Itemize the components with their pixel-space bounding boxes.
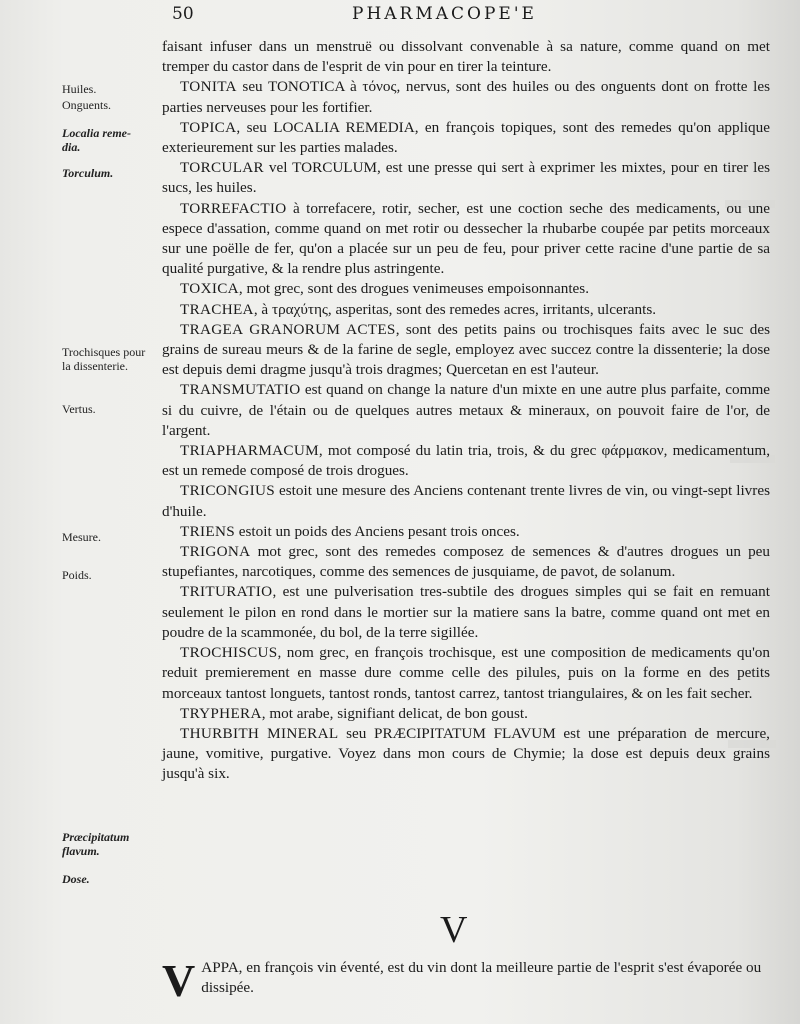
margin-note-mesure: Mesure. (62, 530, 101, 544)
entry-triapharmacum: TRIAPHARMACUM, mot composé du latin tria, trois, & du grec φάρμακον, medicamentum, est un remede composé de trois drogues. (162, 442, 770, 480)
margin-note-precipitatum: Præcipitatum flavum. (62, 830, 130, 858)
margin-note-trochisques: Trochisques pour la dissenterie. (62, 345, 146, 373)
entry-trochiscus: TROCHISCUS, nom grec, en françois trochisque, est une composition de medicaments qu'on reduit premierement en masse dure comme celle des pilules, puis on la forme en des petits morceaux tantost longuets, tantost ronds, tantost carrez, tantost triangulaires, & on les fait secher. (162, 644, 770, 702)
vappa-text: APPA, en françois vin éventé, est du vin dont la meilleure partie de l'esprit s'est évaporée ou dissipée. (201, 959, 762, 996)
margin-note-onguents: Onguents. (62, 98, 111, 112)
entry-toxica: TOXICA, mot grec, sont des drogues venimeuses empoisonnantes. (180, 280, 589, 298)
page-number: 50 (172, 4, 194, 24)
entry-vappa (162, 955, 774, 1006)
entry-tricongius: TRICONGIUS estoit une mesure des Anciens contenant trente livres de vin, ou vingt-sept livres d'huile. (162, 482, 770, 520)
entry-trituratio: TRITURATIO, est une pulverisation tres-subtile des drogues simples qui se fait en remuant seulement le pilon en rond dans le mortier sur la matiere sans la batre, comme quand ont met en poudre de la scammonée, du bol, de la terre sigillée. (162, 583, 770, 641)
page-header (0, 2, 800, 26)
margin-note-dose: Dose. (62, 872, 90, 886)
entry-continuation: faisant infuser dans un menstruë ou dissolvant convenable à sa nature, comme quand on met tremper du castor dans de l'esprit de vin pour en tirer la teinture. (162, 38, 770, 76)
entry-tryphera: TRYPHERA, mot arabe, signifiant delicat, de bon goust. (180, 704, 528, 722)
margin-note-vertus: Vertus. (62, 402, 96, 416)
margin-note-huiles: Huiles. (62, 82, 97, 96)
margin-note-poids: Poids. (62, 568, 92, 582)
margin-note-torculum: Torculum. (62, 166, 114, 180)
entry-trachea: TRACHEA, à τραχύτης, asperitas, sont des remedes acres, irritants, ulcerants. (180, 300, 657, 318)
entry-topica: TOPICA, seu LOCALIA REMEDIA, en françois topiques, sont des remedes qu'on applique exterieurement sur les parties malades. (162, 118, 770, 157)
drop-cap: V (162, 955, 196, 1006)
entry-triens: TRIENS estoit un poids des Anciens pesant trois onces. (180, 522, 520, 540)
entry-torrefactio: TORREFACTIO à torrefacere, rotir, secher, est une coction seche des medicaments, ou une espece d'assation, comme quand on met rotir ou dessecher la rhubarbe coupée par petits morceaux sur une poëlle de fer, qu'on a placée sur un peu de feu, pour priver cette racine d'une partie de sa qualité purgative, & la rendre plus astringente. (162, 199, 770, 278)
entry-thurbith: THURBITH MINERAL seu PRÆCIPITATUM FLAVUM est une préparation de mercure, jaune, vomitive, purgative. Voyez dans mon cours de Chymie; la dose est depuis deux grains jusqu'à six. (162, 724, 770, 783)
section-heading-letter: V (440, 909, 468, 951)
entry-tonita: TONITA seu TONOTICA à τόνος, nervus, sont des huiles ou des onguents dont on frotte les parties nerveuses pour les fortifier. (162, 78, 770, 116)
margin-note-localia: Localia reme-dia. (62, 126, 131, 154)
dictionary-body (162, 37, 770, 785)
entry-trigona: TRIGONA mot grec, sont des remedes composez de semences & d'autres drogues un peu stupefiantes, narcotiques, comme des semences de jusquiame, de pavot, de solanum. (162, 543, 770, 581)
entry-transmutatio: TRANSMUTATIO est quand on change la nature d'un mixte en une autre plus parfaite, comme si du cuivre, de l'étain ou de quelques autres metaux & mineraux, on pouvoit faire de l'or, de l'argent. (162, 381, 770, 439)
running-title: PHARMACOPE'E (352, 4, 537, 24)
entry-tragea: TRAGEA GRANORUM ACTES, sont des petits pains ou trochisques faits avec le suc des grains de sureau meurs & de la farine de segle, employez avec succez contre la dissenterie; la dose est depuis demi dragme jusqu'à trois dragmes; Quercetan en est l'auteur. (162, 320, 770, 379)
entry-torcular: TORCULAR vel TORCULUM, est une presse qui sert à exprimer les mixtes, pour en tirer les sucs, les huiles. (162, 159, 770, 197)
